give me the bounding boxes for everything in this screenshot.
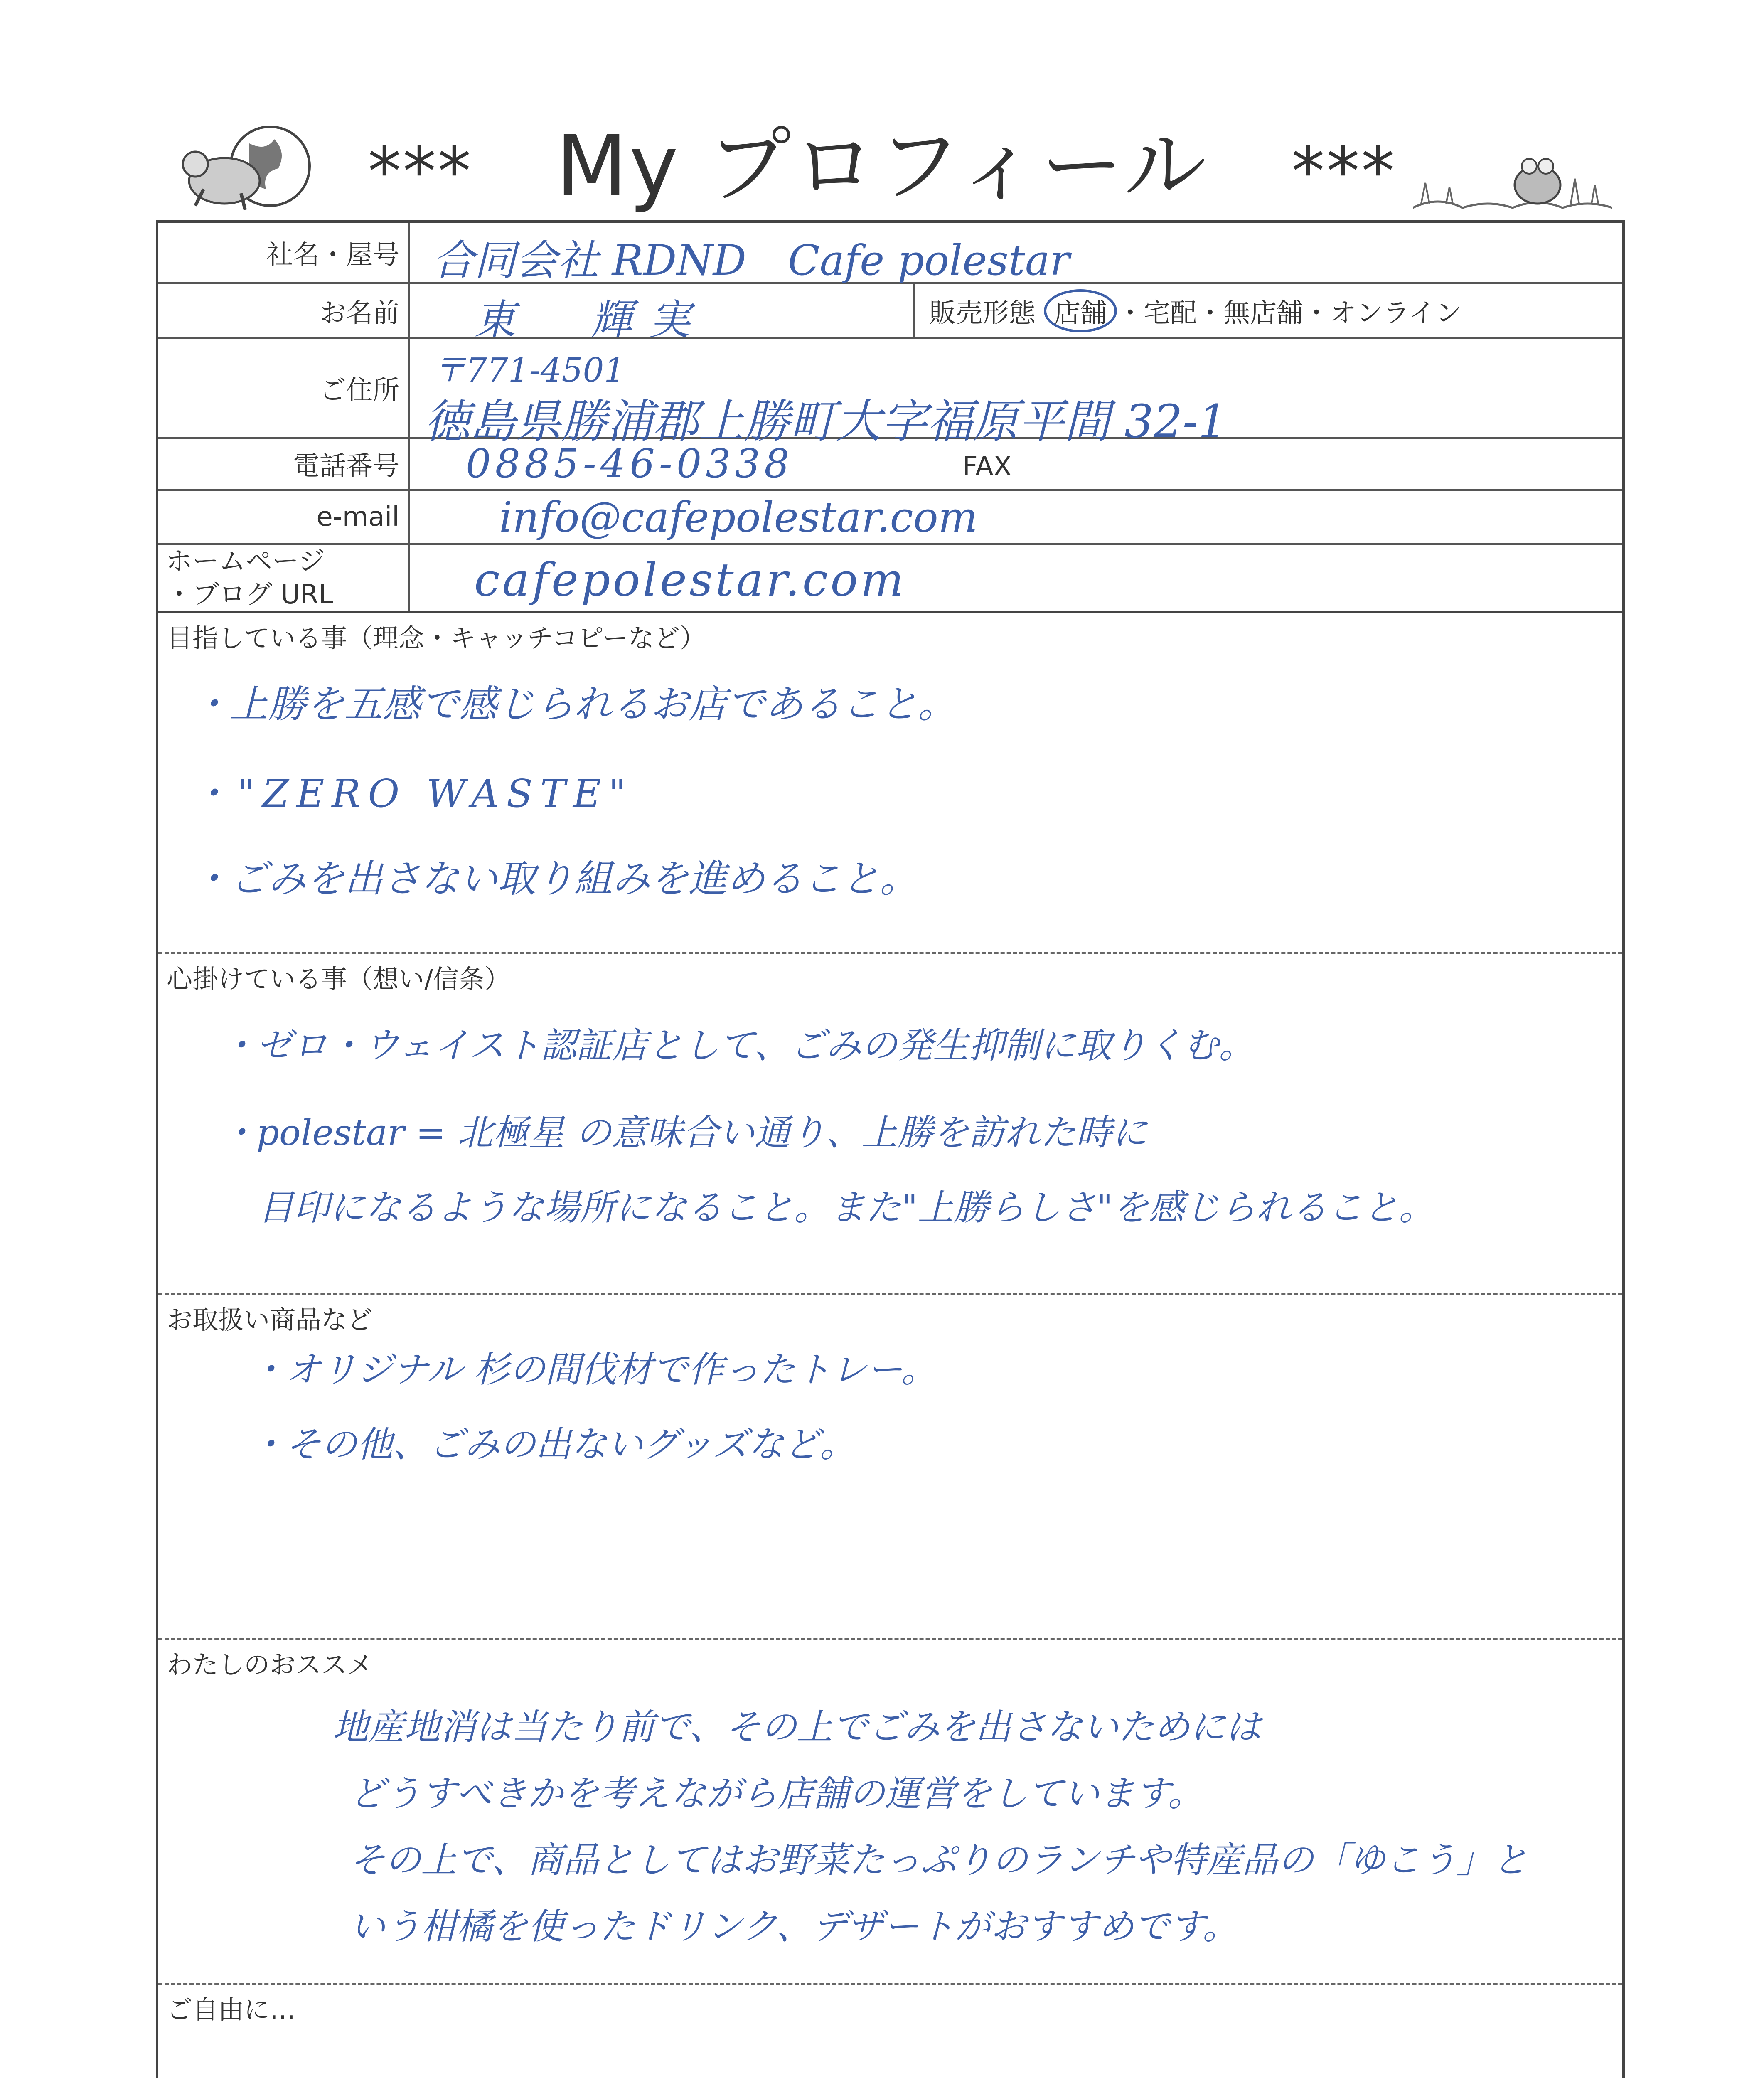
address-value: 徳島県勝浦郡上勝町大字福原平間 32-1 bbox=[424, 395, 1228, 448]
sales-format bbox=[913, 284, 1627, 337]
recommend-line: いう柑橘を使ったドリンク、デザートがおすすめです。 bbox=[349, 1906, 1238, 1948]
email-row bbox=[158, 491, 1622, 545]
sales-options-rest: ・宅配・無店舗・オンライン bbox=[1117, 298, 1462, 329]
name-row bbox=[158, 284, 1622, 344]
postal-code: 〒771-4501 bbox=[433, 351, 625, 389]
free-heading: ご自由に… bbox=[167, 1994, 296, 2025]
homepage-label-line1: ホームページ bbox=[166, 546, 325, 577]
products-section bbox=[158, 1295, 1622, 1640]
sales-label: 販売形態 bbox=[929, 298, 1036, 329]
recommend-line: どうすべきかを考えながら店舗の運営をしています。 bbox=[349, 1773, 1204, 1815]
aim-line: ・上勝を五感で感じられるお店であること。 bbox=[192, 682, 957, 726]
email-label: e-mail bbox=[158, 491, 410, 543]
fax-label: FAX bbox=[962, 451, 1012, 482]
products-line: ・オリジナル 杉の間伐材で作ったトレー。 bbox=[250, 1349, 937, 1391]
profile-form bbox=[156, 220, 1625, 2078]
products-heading: お取扱い商品など bbox=[167, 1305, 373, 1335]
care-line: ・polestar = 北極星 の意味合い通り、上勝を訪れた時に bbox=[221, 1112, 1148, 1154]
company-value: 合同会社 RDND Cafe polestar bbox=[433, 236, 1070, 285]
homepage-label-line2: ・ブログ URL bbox=[166, 579, 334, 610]
sales-selected: 店舗 bbox=[1044, 289, 1117, 332]
title-stars-right: *** bbox=[1291, 133, 1396, 211]
homepage-label bbox=[158, 545, 410, 611]
care-heading: 心掛けている事（想い/信条） bbox=[167, 964, 510, 994]
phone-row bbox=[158, 439, 1622, 491]
aim-line: ・"ZERO WASTE" bbox=[192, 771, 634, 816]
care-line: 目印になるような場所になること。また"上勝らしさ"を感じられること。 bbox=[258, 1187, 1435, 1229]
free-section bbox=[158, 1985, 1622, 2078]
recommend-section bbox=[158, 1640, 1622, 1985]
homepage-value: cafepolestar.com bbox=[474, 553, 906, 606]
phone-label: 電話番号 bbox=[158, 439, 410, 489]
turtle-earth-logo bbox=[179, 118, 316, 214]
recommend-line: その上で、商品としてはお野菜たっぷりのランチや特産品の「ゆこう」と bbox=[349, 1839, 1528, 1881]
care-line: ・ゼロ・ウェイスト認証店として、ごみの発生抑制に取りくむ。 bbox=[221, 1025, 1255, 1066]
aim-section bbox=[158, 613, 1622, 954]
frog-grass-logo bbox=[1413, 145, 1612, 216]
aim-line: ・ごみを出さない取り組みを進めること。 bbox=[192, 857, 918, 901]
care-section bbox=[158, 954, 1622, 1295]
recommend-line: 地産地消は当たり前で、その上でごみを出さないためには bbox=[333, 1706, 1262, 1748]
recommend-heading: わたしのおススメ bbox=[167, 1650, 373, 1680]
address-row bbox=[158, 339, 1622, 448]
company-label: 社名・屋号 bbox=[158, 223, 410, 282]
homepage-row bbox=[158, 545, 1622, 613]
aim-heading: 目指している事（理念・キャッチコピーなど） bbox=[167, 623, 706, 653]
email-value: info@cafepolestar.com bbox=[499, 493, 978, 542]
address-label: ご住所 bbox=[158, 339, 410, 437]
name-label: お名前 bbox=[158, 284, 410, 337]
title-stars-left: *** bbox=[368, 133, 473, 211]
phone-value: 0885-46-0338 bbox=[466, 441, 794, 487]
name-value: 東 輝実 bbox=[474, 295, 707, 344]
company-row bbox=[158, 223, 1622, 284]
products-line: ・その他、ごみの出ないグッズなど。 bbox=[250, 1424, 856, 1465]
title-main: My プロフィール bbox=[556, 118, 1208, 214]
